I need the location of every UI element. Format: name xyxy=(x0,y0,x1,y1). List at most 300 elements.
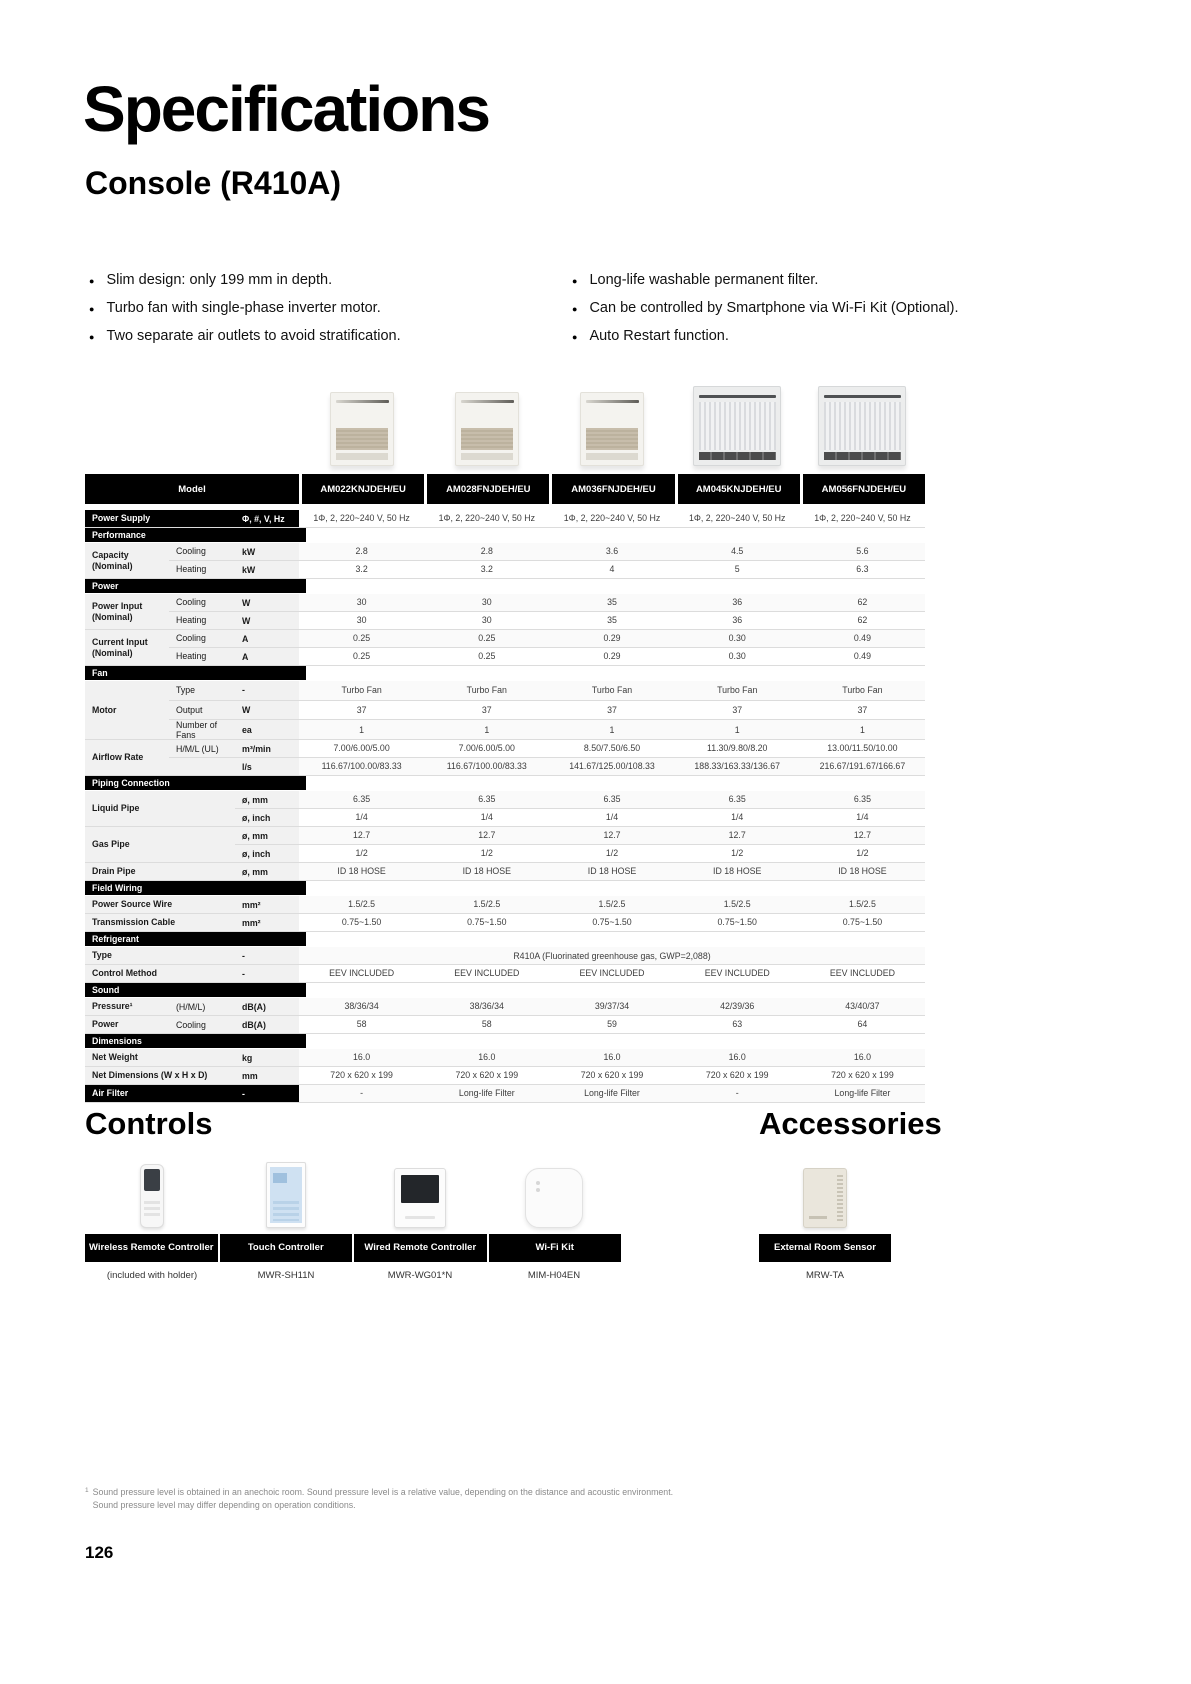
row-label: Net Weight xyxy=(85,1049,235,1066)
device-name-bar-row xyxy=(759,1234,891,1262)
device-image-cell xyxy=(487,1168,621,1228)
spec-value: 1.5/2.5 xyxy=(675,896,800,913)
model-header: AM022KNJDEH/EU xyxy=(302,474,424,504)
row-label: Transmission Cable xyxy=(85,914,235,931)
feature-text: Long-life washable permanent filter. xyxy=(589,272,819,288)
spec-value: 116.67/100.00/83.33 xyxy=(424,758,549,775)
spec-value: 1/4 xyxy=(605,812,619,823)
table-subrow xyxy=(235,896,925,913)
spec-values xyxy=(299,1049,925,1066)
spec-value: 1.5/2.5 xyxy=(800,896,925,913)
feature-item xyxy=(568,272,1105,288)
table-subrow xyxy=(169,1016,925,1033)
spec-value: 188.33/163.33/136.67 xyxy=(675,758,800,775)
bullet-icon: ● xyxy=(572,332,578,342)
device-name-label: External Room Sensor xyxy=(759,1234,891,1262)
spec-value: 0.30 xyxy=(675,630,800,647)
spec-value: 2.8 xyxy=(299,543,424,560)
spec-value: 16.0 xyxy=(549,1049,674,1066)
spec-value: 36 xyxy=(675,594,800,611)
spec-value: 0.75~1.50 xyxy=(842,917,883,928)
spec-table-body xyxy=(85,510,925,1103)
model-header-label: Model xyxy=(85,474,299,504)
table-row-group xyxy=(85,1085,925,1103)
table-row-group xyxy=(85,965,925,983)
device-images-row xyxy=(759,1158,891,1228)
table-subrow xyxy=(235,947,925,964)
spec-values xyxy=(299,1016,925,1033)
spec-value: 12.7 xyxy=(800,827,925,844)
spec-value: 6.35 xyxy=(299,791,424,808)
row-sublabel: Cooling xyxy=(169,630,235,647)
row-sublabel: Output xyxy=(169,701,235,720)
front-grille xyxy=(699,402,776,450)
spec-value: ID 18 HOSE xyxy=(800,863,925,880)
device-image-cell xyxy=(353,1168,487,1228)
row-group-values xyxy=(169,543,925,578)
row-unit: - xyxy=(235,947,299,964)
air-outlet-slot xyxy=(461,400,514,403)
table-subrow xyxy=(235,808,925,826)
spec-value: 62 xyxy=(800,594,925,611)
spec-values xyxy=(299,827,925,844)
table-subrow xyxy=(235,1085,925,1102)
spec-value: 38/36/34 xyxy=(299,998,424,1015)
spec-value: 6.35 xyxy=(800,791,925,808)
table-row-group xyxy=(85,1049,925,1067)
spec-value: 8.50/7.50/6.50 xyxy=(583,743,641,754)
spec-value: 0.25 xyxy=(353,651,371,662)
row-unit: dB(A) xyxy=(235,998,299,1015)
spec-value: 16.0 xyxy=(299,1049,424,1066)
feature-text: Can be controlled by Smartphone via Wi-Fi Kit (Optional). xyxy=(589,300,959,316)
footnote-marker: 1 xyxy=(85,1487,89,1494)
spec-value: Long-life Filter xyxy=(424,1085,549,1102)
row-label: Liquid Pipe xyxy=(85,791,235,826)
spec-value: 3.2 xyxy=(355,564,368,575)
section-label: Refrigerant xyxy=(85,932,306,946)
spec-value: EEV INCLUDED xyxy=(829,968,895,979)
spec-value: 1/2 xyxy=(605,848,619,859)
spec-value: 12.7 xyxy=(299,827,424,844)
row-group-values xyxy=(169,740,925,775)
sensor-logo xyxy=(809,1216,827,1219)
spec-value: 39/37/34 xyxy=(549,998,674,1015)
console-unit-panel-icon xyxy=(455,392,519,466)
device-code-row xyxy=(759,1270,891,1281)
air-outlet-slot xyxy=(336,400,389,403)
section-row xyxy=(85,528,925,543)
table-subrow xyxy=(235,965,925,982)
table-subrow xyxy=(235,844,925,862)
table-subrow xyxy=(169,560,925,578)
feature-text: Two separate air outlets to avoid stratification. xyxy=(106,328,401,344)
row-unit: dB(A) xyxy=(235,1016,299,1033)
spec-value: 1 xyxy=(549,720,674,739)
wired-remote-icon xyxy=(394,1168,446,1228)
section-label: Piping Connection xyxy=(85,776,306,790)
row-group-values xyxy=(169,1016,925,1033)
row-label: Net Dimensions (W x H x D) xyxy=(85,1067,235,1084)
product-image-cell xyxy=(675,380,800,466)
device-image-cell xyxy=(85,1164,219,1228)
row-label: Gas Pipe xyxy=(85,827,235,862)
remote-screen xyxy=(144,1169,160,1191)
device-model-code: MWR-WG01*N xyxy=(387,1270,453,1281)
spec-value: 216.67/191.67/166.67 xyxy=(800,758,925,775)
spec-value: 11.30/9.80/8.20 xyxy=(706,743,768,754)
spec-values xyxy=(299,561,925,578)
table-row-group xyxy=(85,1067,925,1085)
row-unit: W xyxy=(235,594,299,611)
spec-value: 37 xyxy=(607,704,617,715)
console-unit-panel-icon xyxy=(330,392,394,466)
product-images-row xyxy=(299,380,925,466)
row-group-values xyxy=(235,914,925,931)
row-group-values xyxy=(169,594,925,629)
front-grille xyxy=(824,402,901,450)
spec-value: 30 xyxy=(356,615,367,626)
device-images-row xyxy=(85,1158,621,1228)
device-image-cell xyxy=(759,1168,891,1228)
bullet-icon: ● xyxy=(572,276,578,286)
spec-values xyxy=(299,791,925,808)
section-row xyxy=(85,881,925,896)
table-row-group xyxy=(85,827,925,863)
table-row-group xyxy=(85,896,925,914)
section-row xyxy=(85,1034,925,1049)
row-unit: Φ, #, V, Hz xyxy=(235,510,299,527)
device-model-code: MIM-H04EN xyxy=(527,1270,581,1281)
spec-value: 1/4 xyxy=(355,812,368,823)
spec-value: 12.7 xyxy=(424,827,549,844)
table-subrow xyxy=(169,757,925,775)
row-sublabel: Heating xyxy=(169,648,235,665)
spec-value: EEV INCLUDED xyxy=(329,968,395,979)
row-sublabel: Cooling xyxy=(169,543,235,560)
bullet-icon: ● xyxy=(572,304,578,314)
row-unit: ø, mm xyxy=(235,791,299,808)
sensor-vents xyxy=(837,1175,843,1221)
spec-value: 1Φ, 2, 220~240 V, 50 Hz xyxy=(688,513,786,524)
base-strip xyxy=(336,453,388,460)
accessories-title: Accessories xyxy=(759,1106,942,1141)
table-subrow xyxy=(169,700,925,720)
touch-controller-icon xyxy=(266,1162,306,1228)
feature-item xyxy=(568,328,1105,344)
row-unit: ø, mm xyxy=(235,863,299,880)
accessories-block xyxy=(759,1158,891,1281)
table-row-group xyxy=(85,863,925,881)
remote-screen xyxy=(401,1175,439,1203)
table-row-group xyxy=(85,510,925,528)
device-model-code: MRW-TA xyxy=(806,1270,844,1281)
console-unit-panel-icon xyxy=(580,392,644,466)
lcd-digits xyxy=(273,1173,287,1183)
spec-value: 4.5 xyxy=(675,543,800,560)
table-subrow xyxy=(235,791,925,808)
row-group-values xyxy=(235,1085,925,1102)
footnote-text xyxy=(93,1486,673,1512)
device-model-code: (included with holder) xyxy=(106,1270,198,1281)
row-sublabel: (H/M/L) xyxy=(169,998,235,1015)
spec-value: 720 x 620 x 199 xyxy=(705,1070,769,1081)
row-group-values xyxy=(235,965,925,982)
spec-value: 141.67/125.00/108.33 xyxy=(549,758,674,775)
spec-value: 1/4 xyxy=(480,812,493,823)
table-subrow xyxy=(169,998,925,1015)
spec-value: ID 18 HOSE xyxy=(549,863,674,880)
spec-values xyxy=(299,863,925,880)
device-name-label: Touch Controller xyxy=(220,1234,353,1262)
spec-value: 30 xyxy=(299,594,424,611)
row-group-values xyxy=(235,896,925,913)
spec-value: 37 xyxy=(481,704,492,715)
spec-value: 1Φ, 2, 220~240 V, 50 Hz xyxy=(814,513,911,524)
device-name-bar-row xyxy=(85,1234,621,1262)
spec-value: 12.7 xyxy=(675,827,800,844)
table-subrow xyxy=(169,630,925,647)
spec-value: 2.8 xyxy=(424,543,549,560)
spec-value: Long-life Filter xyxy=(549,1085,674,1102)
front-vent xyxy=(461,428,513,450)
row-label: Current Input (Nominal) xyxy=(85,630,169,665)
row-sublabel: Heating xyxy=(169,561,235,578)
spec-values xyxy=(299,543,925,560)
base-strip xyxy=(461,453,513,460)
spec-value: 16.0 xyxy=(800,1049,925,1066)
spec-value: Long-life Filter xyxy=(800,1085,925,1102)
spec-value: 1 xyxy=(424,720,549,739)
spec-value-span: R410A (Fluorinated greenhouse gas, GWP=2,088) xyxy=(299,947,925,964)
controls-block xyxy=(85,1158,621,1281)
table-row-group xyxy=(85,681,925,740)
row-unit: - xyxy=(235,1085,299,1102)
row-unit: m³/min xyxy=(235,740,299,757)
footnote-line: Sound pressure level may differ depending on operation conditions. xyxy=(92,1499,356,1510)
table-subrow xyxy=(169,594,925,611)
spec-value: 37 xyxy=(356,704,367,715)
section-row xyxy=(85,666,925,681)
device-model-code: MWR-SH11N xyxy=(257,1270,315,1281)
spec-value: 1/2 xyxy=(355,848,368,859)
spec-value: 3.6 xyxy=(549,543,674,560)
wifi-kit-icon xyxy=(525,1168,583,1228)
controls-title: Controls xyxy=(85,1106,213,1141)
spec-value: 42/39/36 xyxy=(675,998,800,1015)
table-subrow xyxy=(169,647,925,665)
spec-value: 6.35 xyxy=(675,791,800,808)
product-image-cell xyxy=(549,380,674,466)
row-unit: ea xyxy=(235,720,299,739)
row-sublabel: Cooling xyxy=(169,594,235,611)
table-row-group xyxy=(85,543,925,579)
spec-value: 1/2 xyxy=(731,848,744,859)
spec-value: 6.35 xyxy=(424,791,549,808)
spec-value: 43/40/37 xyxy=(800,998,925,1015)
table-subrow xyxy=(235,510,925,527)
spec-value: 1 xyxy=(675,720,800,739)
row-group-values xyxy=(235,1067,925,1084)
table-row-group xyxy=(85,791,925,827)
spec-value: 63 xyxy=(732,1019,743,1030)
spec-value: 0.29 xyxy=(549,630,674,647)
table-subrow xyxy=(169,611,925,629)
section-label: Field Wiring xyxy=(85,881,306,895)
spec-value: 58 xyxy=(356,1019,367,1030)
spec-value: 1/4 xyxy=(856,812,869,823)
spec-value: 6.3 xyxy=(856,564,869,575)
product-image-cell xyxy=(800,380,925,466)
spec-values xyxy=(299,758,925,775)
spec-value: Turbo Fan xyxy=(800,681,925,700)
row-group-values xyxy=(169,630,925,665)
row-unit: mm² xyxy=(235,914,299,931)
row-group-values xyxy=(235,827,925,862)
spec-value: 1 xyxy=(800,720,925,739)
remote-buttons xyxy=(144,1201,160,1219)
row-group-values xyxy=(235,947,925,964)
spec-value: 0.75~1.50 xyxy=(592,917,632,928)
row-group-values xyxy=(169,681,925,739)
spec-value: 38/36/34 xyxy=(424,998,549,1015)
spec-value: 37 xyxy=(732,704,743,715)
table-row-group xyxy=(85,630,925,666)
feature-bullets xyxy=(85,272,1105,344)
table-subrow xyxy=(235,1049,925,1066)
row-unit: W xyxy=(235,612,299,629)
spec-value: 1.5/2.5 xyxy=(299,896,424,913)
spec-value: 720 x 620 x 199 xyxy=(330,1070,393,1081)
section-label: Fan xyxy=(85,666,306,680)
console-unit-grille-icon xyxy=(818,386,906,466)
row-unit: ø, inch xyxy=(235,845,299,862)
row-unit: - xyxy=(235,965,299,982)
spec-value: 1.5/2.5 xyxy=(549,896,674,913)
section-row xyxy=(85,932,925,947)
bottom-band xyxy=(824,452,901,460)
row-unit: A xyxy=(235,648,299,665)
section-row xyxy=(85,776,925,791)
spec-value: 0.25 xyxy=(299,630,424,647)
bullet-icon: ● xyxy=(89,304,95,314)
feature-item xyxy=(85,272,568,288)
spec-values xyxy=(299,630,925,647)
spec-value: 1.5/2.5 xyxy=(424,896,549,913)
row-label: Power Source Wire xyxy=(85,896,235,913)
spec-value: 1/4 xyxy=(731,812,744,823)
spec-value: ID 18 HOSE xyxy=(299,863,424,880)
table-subrow xyxy=(169,543,925,560)
bullet-icon: ● xyxy=(89,276,95,286)
row-unit: mm² xyxy=(235,896,299,913)
table-row-group xyxy=(85,1016,925,1034)
table-row-group xyxy=(85,947,925,965)
row-label: Power Supply xyxy=(85,510,235,527)
spec-value: 7.00/6.00/5.00 xyxy=(333,743,390,754)
table-subrow xyxy=(235,863,925,880)
remote-button-line xyxy=(405,1216,435,1219)
spec-value: ID 18 HOSE xyxy=(424,863,549,880)
spec-value: 35 xyxy=(607,615,617,626)
spec-value: 0.75~1.50 xyxy=(341,917,382,928)
page-subtitle: Console (R410A) xyxy=(85,165,342,201)
spec-value: 13.00/11.50/10.00 xyxy=(827,743,898,754)
row-label: Type xyxy=(85,947,235,964)
page-number: 126 xyxy=(85,1543,114,1562)
row-sublabel xyxy=(169,758,235,775)
row-label: Power Input (Nominal) xyxy=(85,594,169,629)
spec-value: 116.67/100.00/83.33 xyxy=(299,758,424,775)
row-unit: mm xyxy=(235,1067,299,1084)
row-label: Airflow Rate xyxy=(85,740,169,775)
base-strip xyxy=(586,453,638,460)
section-label: Power xyxy=(85,579,306,593)
feature-item xyxy=(85,300,568,316)
device-name-label: Wi-Fi Kit xyxy=(489,1234,622,1262)
spec-value: 1 xyxy=(299,720,424,739)
product-image-cell xyxy=(299,380,424,466)
spec-values xyxy=(299,1085,925,1102)
spec-value: 64 xyxy=(857,1019,868,1030)
spec-values xyxy=(299,594,925,611)
section-row xyxy=(85,983,925,998)
device-name-label: Wired Remote Controller xyxy=(354,1234,487,1262)
row-sublabel: Type xyxy=(169,681,235,700)
row-group-values xyxy=(235,1049,925,1066)
footnote-line: Sound pressure level is obtained in an anechoic room. Sound pressure level is a relative value, depending on the distance and acoustic environment. xyxy=(92,1487,674,1497)
model-header: AM056FNJDEH/EU xyxy=(803,474,925,504)
spec-value: 720 x 620 x 199 xyxy=(831,1070,894,1081)
spec-value: 0.25 xyxy=(424,630,549,647)
spec-value: 0.25 xyxy=(478,651,496,662)
footnote xyxy=(85,1486,673,1512)
table-subrow xyxy=(235,914,925,931)
row-group-values xyxy=(169,998,925,1015)
spec-value: 720 x 620 x 199 xyxy=(455,1070,519,1081)
table-row-group xyxy=(85,740,925,776)
console-unit-grille-icon xyxy=(693,386,781,466)
row-sublabel: H/M/L (UL) xyxy=(169,740,235,757)
product-image-cell xyxy=(424,380,549,466)
spec-values xyxy=(299,648,925,665)
air-outlet-slot xyxy=(586,400,639,403)
spec-value: 0.29 xyxy=(603,651,621,662)
spec-values xyxy=(299,965,925,982)
spec-values xyxy=(299,681,925,700)
section-row xyxy=(85,579,925,594)
spec-value: 6.35 xyxy=(549,791,674,808)
spec-values xyxy=(299,740,925,757)
row-unit: kW xyxy=(235,543,299,560)
feature-text: Slim design: only 199 mm in depth. xyxy=(106,272,333,288)
model-header: AM036FNJDEH/EU xyxy=(552,474,674,504)
feature-item xyxy=(85,328,568,344)
spec-value: 36 xyxy=(732,615,743,626)
feature-text: Auto Restart function. xyxy=(589,328,729,344)
row-label: Power xyxy=(85,1016,169,1033)
spec-value: Turbo Fan xyxy=(299,681,424,700)
table-row-group xyxy=(85,914,925,932)
row-label: Control Method xyxy=(85,965,235,982)
spec-value: EEV INCLUDED xyxy=(579,968,645,979)
spec-value: Turbo Fan xyxy=(549,681,674,700)
row-label: Motor xyxy=(85,681,169,739)
device-name-label: Wireless Remote Controller xyxy=(85,1234,218,1262)
spec-values xyxy=(299,701,925,720)
table-row-group xyxy=(85,998,925,1016)
row-unit: ø, inch xyxy=(235,809,299,826)
